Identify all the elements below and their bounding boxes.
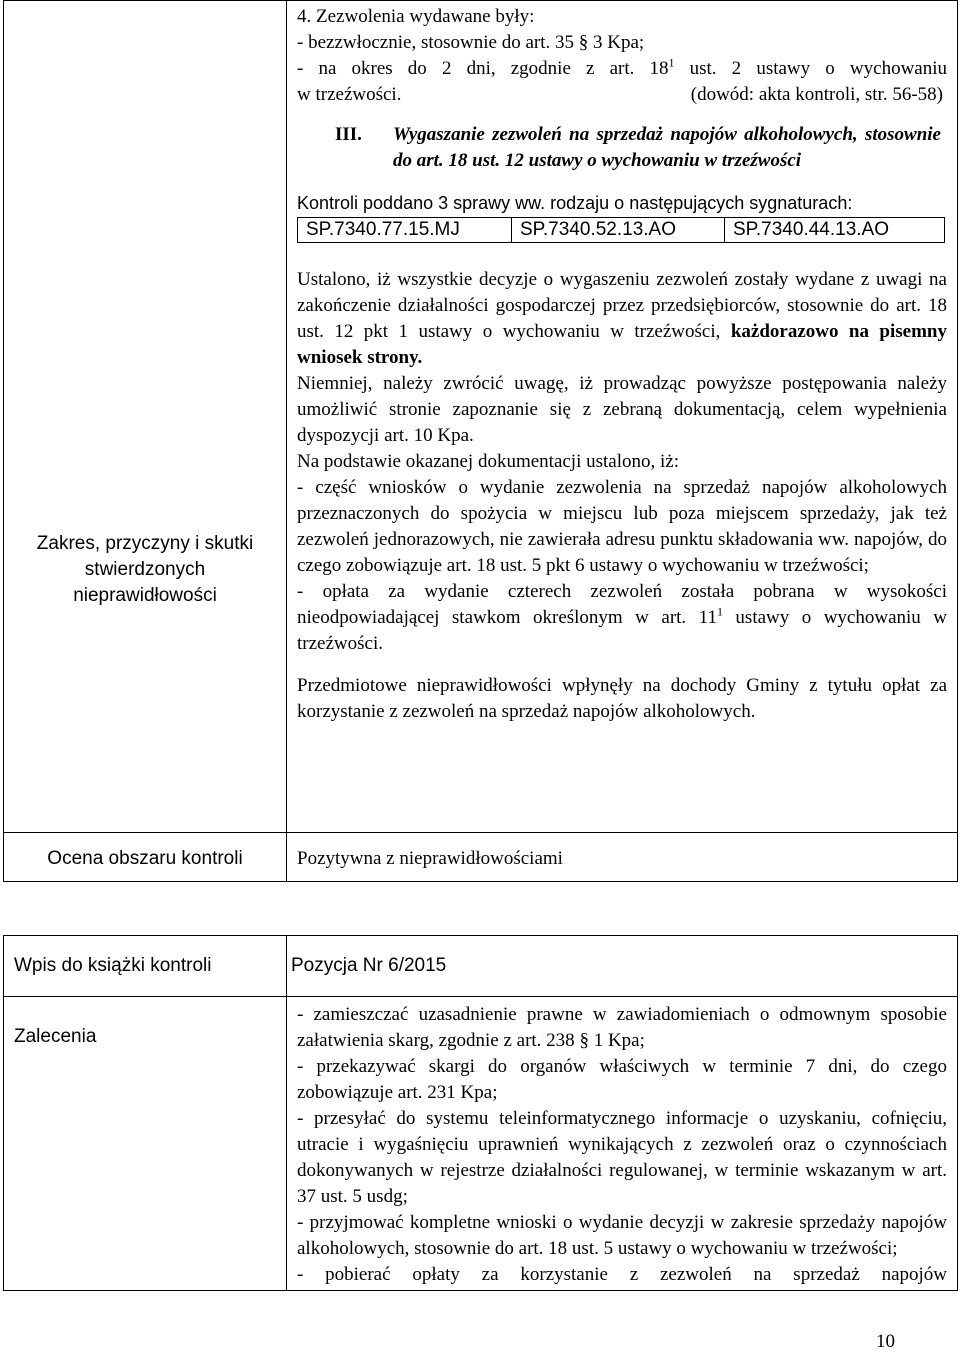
section-3-number: III.: [335, 124, 362, 145]
finding-paragraph-4: - część wniosków o wydanie zezwolenia na sprzedaż napojów alkoholowych przeznaczonych do spożycia w miejscu lub poza miejscem sprzedaży, jak też zezwoleń jednorazowych, nie zawierała adresu punktu składowania ww. napojów, do czego zobowiązuje art. 18 ust. 5 pkt 6 ustawy o wychowaniu w trzeźwości;: [297, 477, 947, 576]
upper-table: [3, 0, 958, 882]
ocena-value-cell: [287, 833, 958, 882]
recommendation-3: - przesyłać do systemu teleinformatycznego informacje o uzyskaniu, cofnięciu, utracie i wygaśnięciu uprawnień wynikających z zezwoleń oraz o czynnościach dokonywanych w rejestrze działalności regulowanej, w terminie wskazanym w art. 37 ust. 5 usdg;: [297, 1108, 947, 1207]
signatures-intro: Kontroli poddano 3 sprawy ww. rodzaju o następujących sygnaturach:: [297, 193, 853, 213]
section-4-line-3: - na okres do 2 dni, zgodnie z art. $18^1$ ust. 2 ustawy o wychowaniu: [297, 55, 947, 79]
section-4-line-2: - bezzwłocznie, stosownie do art. 35 § 3 Kpa;: [297, 32, 645, 53]
zalecenia-content-cell: [287, 997, 958, 1291]
finding-paragraph-6: Przedmiotowe nieprawidłowości wpłynęły na dochody Gminy z tytułu opłat za korzystanie z zezwoleń na sprzedaż napojów alkoholowych.: [297, 675, 947, 722]
ocena-label-cell: [4, 833, 287, 882]
section-4: [297, 4, 947, 108]
label-zalecenia: Zalecenia: [14, 1026, 97, 1047]
section-3-title: Wygaszanie zezwoleń na sprzedaż napojów alkoholowych, stosownie do art. 18 ust. 12 ustawy o wychowaniu w trzeźwości: [393, 124, 941, 171]
lower-table: [3, 935, 958, 1291]
recommendation-1: - zamieszczać uzasadnienie prawne w zawiadomieniach o odmownym sposobie załatwienia skarg, zgodnie z art. 238 § 1 Kpa;: [297, 1004, 947, 1051]
paragraph-sign: §: [578, 32, 589, 53]
finding-paragraph-1: Ustalono, iż wszystkie decyzje o wygaszeniu zezwoleń zostały wydane z uwagi na zakończenie działalności gospodarczej przez przedsiębiorców, stosownie do art. 18 ust. 12 pkt 1 ustawy o wychowaniu w trzeźwości, każdorazowo na pisemny wniosek strony.: [297, 269, 947, 368]
findings-text: [297, 267, 947, 725]
section-4-line-4: w trzeźwości. (dowód: akta kontroli, str. 56-58): [297, 82, 947, 108]
recommendation-2: - przekazywać skargi do organów właściwych w terminie 7 dni, do czego zobowiązuje art. 231 Kpa;: [297, 1056, 947, 1103]
label-wpis: Wpis do książki kontroli: [14, 955, 212, 976]
signature-2: SP.7340.52.13.AO: [512, 218, 725, 243]
findings-content-cell: [287, 1, 958, 833]
paragraph-sign: §: [579, 1030, 589, 1051]
zalecenia-label-cell: [4, 997, 287, 1291]
label-ocena: Ocena obszaru kontroli: [47, 848, 243, 869]
finding-paragraph-2: Niemniej, należy zwrócić uwagę, iż prowadząc powyższe postępowania należy umożliwić stronie zapoznanie się z zebraną dokumentacją, celem wypełnienia dyspozycji art. 10 Kpa.: [297, 373, 947, 446]
recommendation-5: - pobierać opłaty za korzystanie z zezwoleń na sprzedaż napojów: [297, 1264, 947, 1285]
section-3-heading: [297, 122, 947, 174]
section-4-line-1: 4. Zezwolenia wydawane były:: [297, 6, 535, 27]
wpis-label-cell: [4, 936, 287, 997]
page-number: 10: [876, 1331, 895, 1352]
findings-content: [287, 1, 957, 725]
signature-1: SP.7340.77.15.MJ: [298, 218, 512, 243]
evidence-note: (dowód: akta kontroli, str. 56-58): [690, 84, 943, 105]
ocena-value: Pozytywna z nieprawidłowościami: [297, 848, 563, 869]
finding-paragraph-5: - opłata za wydanie czterech zezwoleń została pobrana w wysokości nieodpowiadającej stawkom określonym w art. $11^1$ ustawy o wychowaniu w trzeźwości.: [297, 581, 947, 654]
findings-label-cell: [4, 1, 287, 833]
label-zakres: Zakres, przyczyny i skutki stwierdzonych nieprawidłowości: [36, 533, 254, 606]
recommendation-4: - przyjmować kompletne wnioski o wydanie decyzji w zakresie sprzedaży napojów alkoholowych, stosownie do art. 18 ust. 5 ustawy o wychowaniu w trzeźwości;: [297, 1212, 947, 1259]
finding-paragraph-3: Na podstawie okazanej dokumentacji ustalono, iż:: [297, 451, 679, 472]
signature-3: SP.7340.44.13.AO: [725, 218, 945, 243]
wpis-value: Pozycja Nr 6/2015: [291, 955, 447, 976]
wpis-value-cell: [287, 936, 958, 997]
zalecenia-content: [287, 997, 957, 1290]
signatures-table: [297, 217, 945, 243]
